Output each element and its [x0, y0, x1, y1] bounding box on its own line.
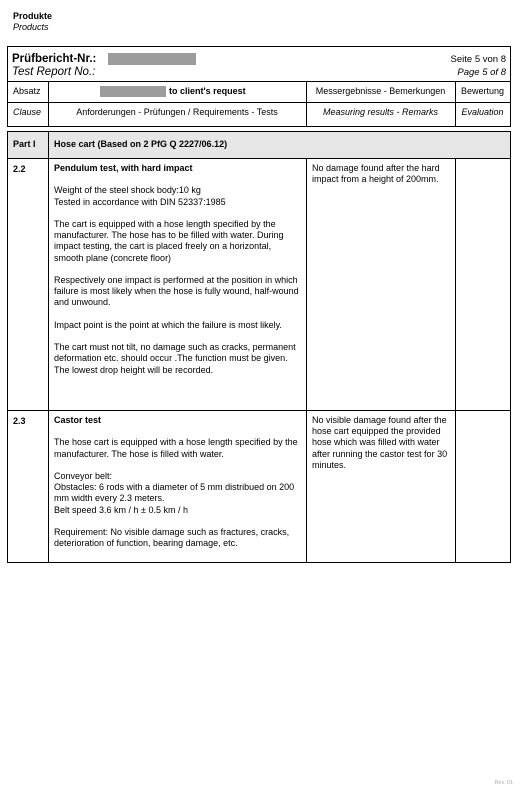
report-title-bar: [8, 47, 510, 82]
row-result: No visible damage found after the hose cart equipped the provided hose which was filled with water after running the castor test for 30 minutes.: [312, 415, 448, 470]
col-evaluation-en: Evaluation: [461, 107, 504, 117]
row-paragraph: Conveyor belt: Obstacles: 6 rods with a diameter of 5 mm distribued on 200 mm width every 2.3 meters. Belt speed 3.6 km / h ± 0.5 km / h: [54, 470, 295, 515]
row-result: No damage found after the hard impact from a height of 200mm.: [312, 163, 440, 185]
category-label: [13, 11, 52, 33]
row-paragraph: Requirement: No visible damage such as fractures, cracks, deterioration of function, bearing damage, etc.: [54, 526, 290, 549]
part-title: Hose cart (Based on 2 PfG Q 2227/06.12): [54, 139, 228, 149]
report-header: [7, 46, 511, 127]
row-clause: 2.3: [13, 416, 26, 426]
report-title-de: Prüfbericht-Nr.:: [12, 53, 97, 65]
redacted-report-number: [108, 53, 196, 65]
revision-label: Rev. 01: [494, 780, 513, 786]
table-row: [8, 158, 510, 411]
col-requirements: Anforderungen - Prüfungen / Requirements - Tests: [76, 107, 278, 117]
row-clause: 2.2: [13, 164, 26, 174]
row-paragraph: The cart must not tilt, no damage such as cracks, permanent deformation etc. should occur .The function must be given. The lowest drop height will be recorded.: [54, 342, 296, 375]
row-paragraph: The hose cart is equipped with a hose length specified by the manufacturer. The hose is filled with water.: [54, 437, 298, 459]
row-paragraph: Impact point is the point at which the failure is most likely.: [54, 319, 282, 330]
row-paragraph: Weight of the steel shock body:10 kg Tested in accordance with DIN 52337:1985: [54, 185, 226, 207]
row-title: Castor test: [54, 415, 102, 425]
col-evaluation-de: Bewertung: [460, 86, 505, 96]
category-en: Products: [13, 22, 49, 32]
part-label: Part I: [13, 139, 36, 149]
part-header-row: [8, 132, 510, 159]
col-clause-de: Absatz: [13, 86, 41, 96]
redacted-client: [100, 86, 166, 97]
category-de: Produkte: [13, 11, 53, 21]
test-table: [7, 131, 511, 563]
page-indicator-de: Seite 5 von 8: [450, 54, 506, 65]
col-results-en: Measuring results - Remarks: [322, 107, 439, 117]
col-clause-en: Clause: [13, 107, 42, 117]
row-requirements: [54, 163, 302, 387]
col-requirements-de: to client's request: [169, 86, 246, 96]
row-paragraph: The cart is equipped with a hose length specified by the manufacturer. The hose has to be filled with water. During impact testing, the cart is placed freely on a horizontal, smooth plane (concrete floor): [54, 218, 284, 263]
column-headers: [8, 81, 510, 126]
row-requirements: [54, 415, 302, 561]
row-title: Pendulum test, with hard impact: [54, 163, 193, 173]
col-results-de: Messergebnisse - Bemerkungen: [315, 86, 446, 96]
report-title-en: Test Report No.:: [12, 66, 96, 78]
page-indicator-en: Page 5 of 8: [457, 67, 506, 78]
table-row: [8, 411, 510, 562]
row-paragraph: Respectively one impact is performed at the position in which failure is most likely when the hose is fully wound, half-wound and unwound.: [54, 274, 299, 308]
